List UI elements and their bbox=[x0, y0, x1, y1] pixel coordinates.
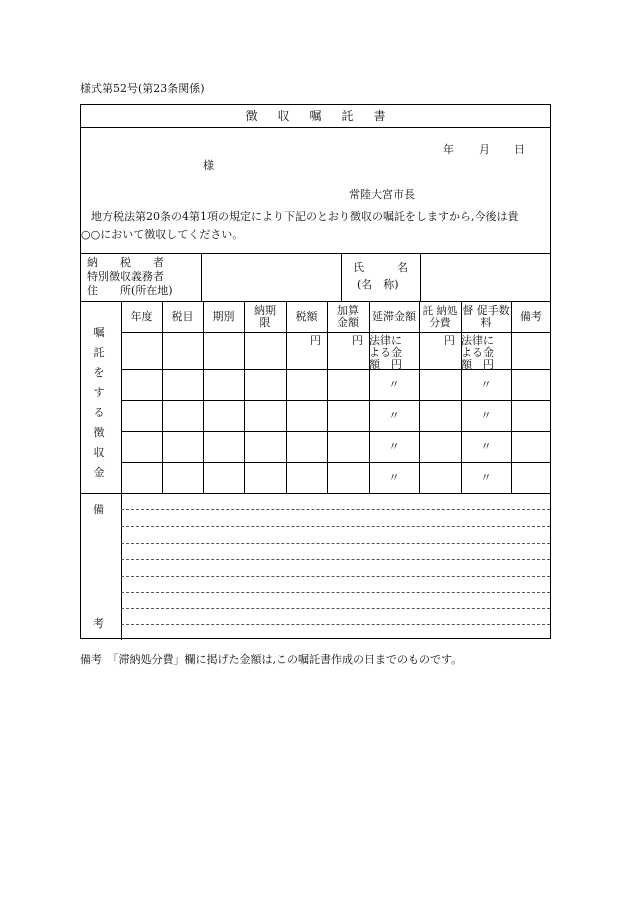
header-disposal-fee: 託 納処分費 bbox=[422, 304, 458, 329]
ditto-mark: 〃 bbox=[480, 408, 492, 422]
header-tax-item: 税目 bbox=[171, 309, 194, 323]
remarks-line bbox=[121, 608, 550, 609]
header-due-date: 納期限 bbox=[254, 303, 276, 329]
header-period: 期別 bbox=[212, 309, 235, 323]
ditto-mark: 〃 bbox=[388, 408, 400, 422]
form-caption: 様式第52号(第23条関係) bbox=[80, 82, 205, 95]
divider bbox=[341, 253, 342, 301]
divider bbox=[244, 301, 245, 493]
header-remarks: 備考 bbox=[520, 309, 542, 323]
side-label: 嘱 託 を す る 徴 収 金 bbox=[93, 326, 105, 479]
remarks-line bbox=[121, 576, 550, 577]
remarks-line bbox=[121, 509, 550, 510]
name-label-line2: (名 称) bbox=[357, 278, 399, 291]
divider bbox=[81, 253, 550, 254]
divider bbox=[419, 301, 420, 493]
remarks-line bbox=[121, 559, 550, 560]
issuer-name: 常陸大宮市長 bbox=[349, 188, 415, 201]
ditto-mark: 〃 bbox=[480, 439, 492, 453]
ditto-mark: 〃 bbox=[480, 470, 492, 484]
ditto-mark: 〃 bbox=[388, 377, 400, 391]
remarks-line bbox=[121, 624, 550, 625]
divider bbox=[81, 493, 550, 494]
header-fiscal-year: 年度 bbox=[130, 309, 153, 323]
body-text-line2: ○○において徴収してください。 bbox=[81, 228, 244, 241]
taxpayer-label-line2: 特別徴収義務者 bbox=[87, 270, 164, 283]
unit-additional: 円 bbox=[352, 334, 363, 347]
remarks-line bbox=[121, 592, 550, 593]
date-month: 月 bbox=[479, 143, 490, 156]
date-year: 年 bbox=[443, 143, 454, 156]
remarks-line bbox=[121, 543, 550, 544]
unit-tax-amount: 円 bbox=[310, 334, 321, 347]
divider bbox=[327, 301, 328, 493]
name-label-line1: 氏 名 bbox=[353, 261, 408, 274]
header-tax-amount: 税額 bbox=[295, 309, 318, 323]
unit-delinquency: 法律に よる金 額 円 bbox=[369, 334, 402, 371]
ditto-mark: 〃 bbox=[480, 377, 492, 391]
addressee-suffix: 様 bbox=[203, 159, 214, 172]
unit-disposal-fee: 法律に よる金 額 円 bbox=[461, 334, 494, 371]
footer-note: 備考 「滞納処分費」欄に掲げた金額は,この嘱託書作成の日までのものです。 bbox=[80, 653, 463, 666]
unit-reminder-fee: 円 bbox=[444, 334, 455, 347]
divider bbox=[121, 301, 122, 640]
request-form bbox=[80, 104, 551, 639]
ditto-mark: 〃 bbox=[388, 439, 400, 453]
header-reminder-fee: 督 促手数料 bbox=[462, 303, 510, 329]
divider bbox=[420, 253, 421, 301]
remarks-label-top: 備 bbox=[93, 503, 104, 516]
date-day: 日 bbox=[514, 143, 525, 156]
header-delinquency-amount: 延滞金額 bbox=[372, 309, 416, 323]
remarks-label-bottom: 考 bbox=[93, 617, 104, 630]
form-title: 徴収嘱託書 bbox=[245, 109, 406, 123]
body-text-line1: 地方税法第20条の4第1項の規定により下記のとおり徴収の嘱託をしますから,今後は貴 bbox=[91, 210, 519, 223]
taxpayer-label-line1: 納 税 者 bbox=[87, 256, 164, 269]
divider bbox=[81, 127, 550, 128]
remarks-line bbox=[121, 526, 550, 527]
header-additional-amount: 加算金額 bbox=[337, 303, 359, 329]
ditto-mark: 〃 bbox=[388, 470, 400, 484]
taxpayer-label-line3: 住 所(所在地) bbox=[87, 284, 173, 297]
divider bbox=[201, 253, 202, 301]
